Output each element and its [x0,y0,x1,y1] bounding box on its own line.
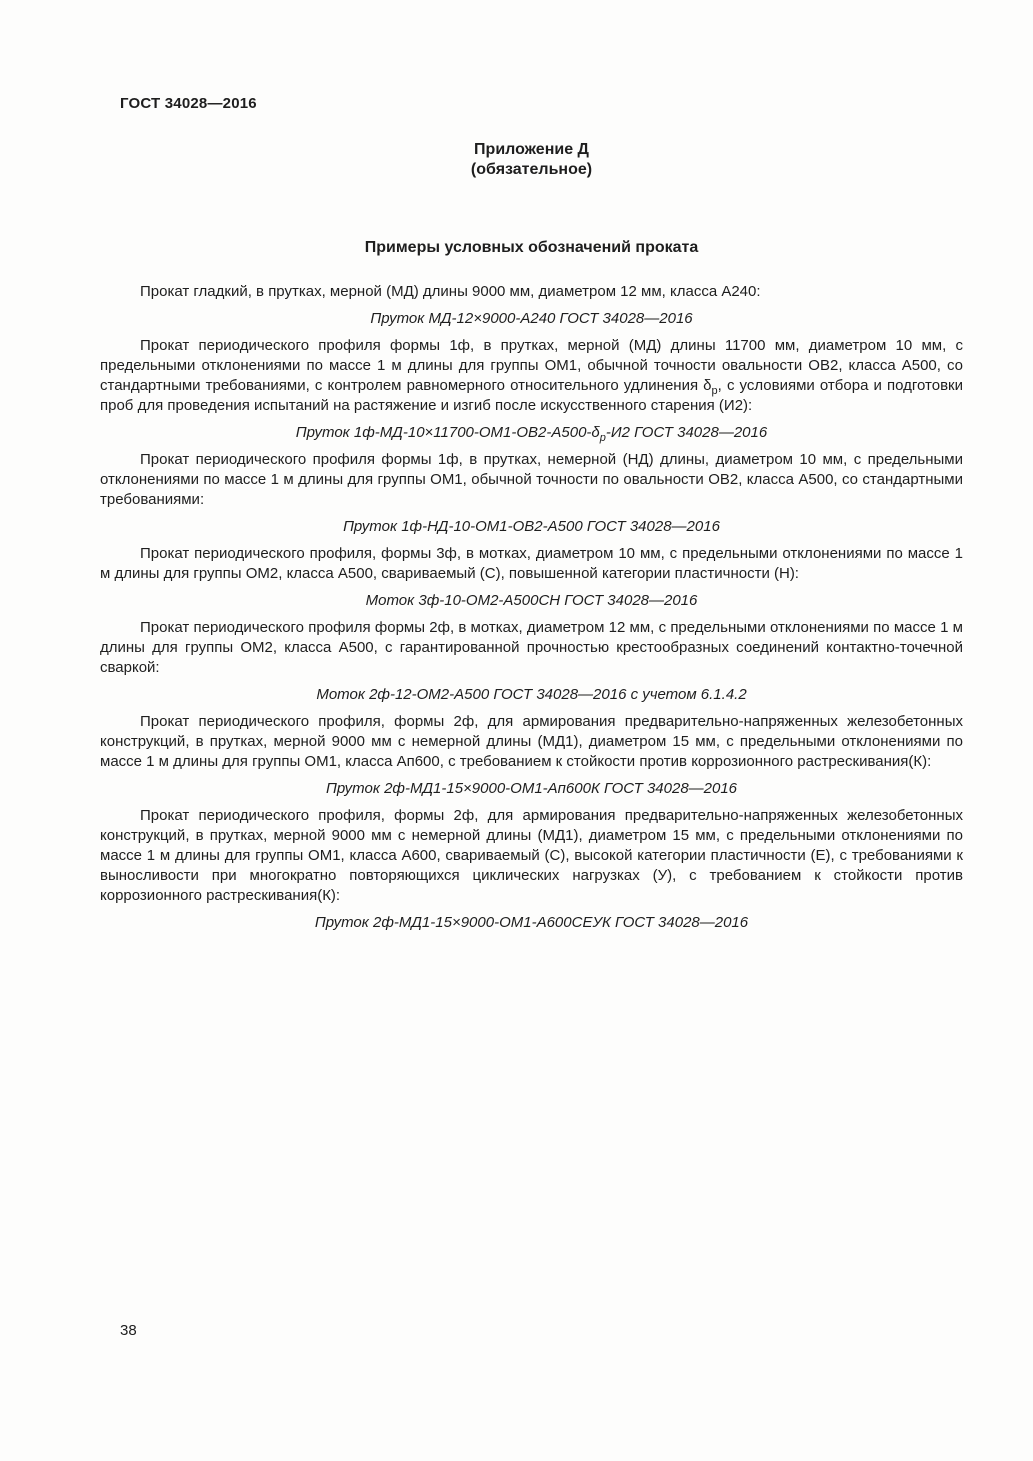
page-number: 38 [120,1322,137,1339]
designation-example-2 [100,423,963,443]
paragraph-1: Прокат гладкий, в прутках, мерной (МД) длины 9000 мм, диаметром 12 мм, класса А240: [140,283,761,300]
designation-example-1: Пруток МД-12×9000-А240 ГОСТ 34028—2016 [370,310,693,327]
example-block-1 [100,282,963,329]
paragraph-7: Прокат периодического профиля, формы 2ф, для армирования предварительно-напряженных железобетонных конструкций, в прутках, мерной 9000 мм с немерной длины (МД1), диаметром 15 мм, с предельными отклонениями по массе 1 м длины для группы ОМ1, класса А600, свариваемый (С), высокой категории пластичности (Е), с требованиями к выносливости при многократно повторяющихся циклических нагрузках (У), с требованием к стойкости против коррозионного растрескивания(К): [100,807,963,904]
designation-example-4: Моток 3ф-10-ОМ2-А500СН ГОСТ 34028—2016 [365,592,698,609]
designation-example-7: Пруток 2ф-МД1-15×9000-ОМ1-А600СЕУК ГОСТ 34028—2016 [314,914,749,931]
example-block-3 [100,450,963,537]
delta-subscript: р [711,385,718,397]
paragraph-4: Прокат периодического профиля, формы 3ф, в мотках, диаметром 10 мм, с предельными отклонениями по массе 1 м длины для группы ОМ2, класса А500, свариваемый (С), повышенной категории пластичности (Н): [100,545,963,582]
designation-example-2-text-cont: -И2 ГОСТ 34028—2016 [605,424,768,441]
designation-example-6: Пруток 2ф-МД1-15×9000-ОМ1-Ап600К ГОСТ 34028—2016 [325,780,738,797]
page-content [100,140,963,940]
designation-example-5: Моток 2ф-12-ОМ2-А500 ГОСТ 34028—2016 с учетом 6.1.4.2 [316,686,747,703]
example-block-7 [100,806,963,933]
paragraph-3: Прокат периодического профиля формы 1ф, в прутках, немерной (НД) длины, диаметром 10 мм, с предельными отклонениями по массе 1 м длины для группы ОМ1, обычной точности по овальности ОВ2, класса А500, со стандартными требованиями: [100,451,963,508]
delta-subscript: р [599,432,606,444]
paragraph-5: Прокат периодического профиля формы 2ф, в мотках, диаметром 12 мм, с предельными отклонениями по массе 1 м длины для группы ОМ2, класса А500, с гарантированной прочностью крестообразных соединений контактно-точечной сваркой: [100,619,963,676]
example-block-4 [100,544,963,611]
paragraph-6: Прокат периодического профиля, формы 2ф, для армирования предварительно-напряженных железобетонных конструкций, в прутках, мерной 9000 мм с немерной длины (МД1), диаметром 15 мм, с предельными отклонениями по массе 1 м длины для группы ОМ1, класса Ап600, с требованием к стойкости против коррозионного растрескивания(К): [100,713,963,770]
example-block-5 [100,618,963,705]
paragraph-2-text-cont: , с условиями отбора и подготовки проб для проведения испытаний на растяжение и изгиб после искусственного старения (И2): [100,377,963,414]
designation-example-2-text: Пруток 1ф-МД-10×11700-ОМ1-ОВ2-А500-δ [295,424,600,441]
example-block-2 [100,336,963,443]
paragraph-2 [100,336,963,416]
annex-kind: (обязательное) [470,161,593,178]
designation-example-3: Пруток 1ф-НД-10-ОМ1-ОВ2-А500 ГОСТ 34028—2016 [343,518,720,535]
annex-label: Приложение Д [474,141,589,158]
example-block-6 [100,712,963,799]
doc-number-header: ГОСТ 34028—2016 [120,95,257,112]
section-title: Примеры условных обозначений проката [364,239,699,256]
paragraph-2-text: Прокат периодического профиля формы 1ф, в прутках, мерной (МД) длины 11700 мм, диаметром 10 мм, с предельными отклонениями по массе 1 м длины для группы ОМ1, обычной точности овальности ОВ2, класса А500, со стандартными требованиями, с контролем равномерного относительного удлинения δ [100,337,963,394]
